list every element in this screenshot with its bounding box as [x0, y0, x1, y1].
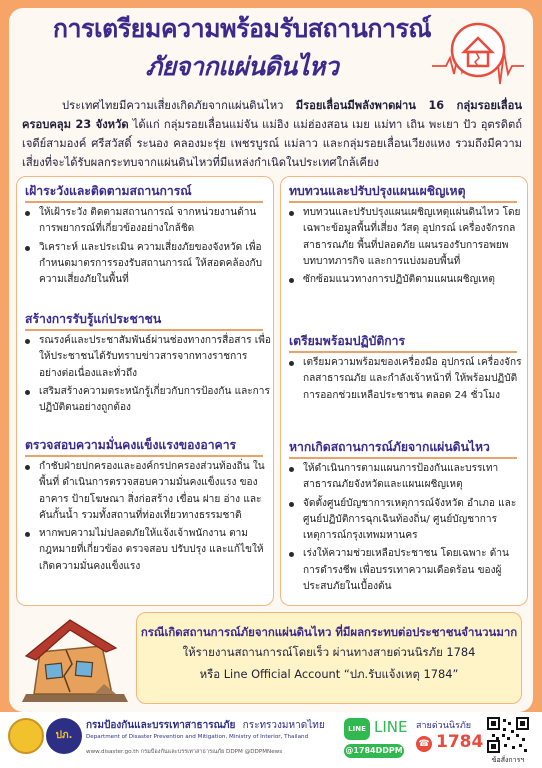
title-line-2: ภัยจากแผ่นดินไหว — [145, 52, 339, 81]
list-item: เสริมสร้างความตระหนักรู้เกี่ยวกับการป้องกัน และการปฏิบัติตนอย่างถูกต้อง — [21, 384, 271, 417]
notice-heading: กรณีเกิดสถานการณ์ภัยจากแผ่นดินไหว ที่มีผลกระทบต่อประชาชนจำนวนมาก — [140, 625, 518, 639]
hotline-label: สายด่วนนิรภัย — [416, 721, 472, 731]
qr-label: ข้อสั่งการฯ — [491, 756, 525, 764]
section-watch-heading: เฝ้าระวังและติดตามสถานการณ์ — [25, 184, 192, 198]
poster-title — [52, 10, 432, 92]
list-item: จัดตั้งศูนย์บัญชาการเหตุการณ์จังหวัด อำเภอ และศูนย์ปฏิบัติการฉุกเฉินท้องถิ่น/ ศูนย์บัญชาการเหตุการณ์กรุงเทพมหานคร — [285, 496, 525, 545]
section-response-heading: หากเกิดสถานการณ์ภัยจากแผ่นดินไหว — [289, 440, 490, 454]
list-item: เร่งให้ความช่วยเหลือประชาชน โดยเฉพาะ ด้านการดำรงชีพ เพื่อบรรเทาความเดือดร้อน ของผู้ประสบภัยในเบื้องต้น — [285, 546, 525, 595]
intro-text-1: ประเทศไทยมีความเสี่ยงเกิดภัยจากแผ่นดินไหว — [62, 99, 296, 112]
list-item: รณรงค์และประชาสัมพันธ์ผ่านช่องทางการสื่อสาร เพื่อให้ประชาชนได้รับทราบข่าวสารจากทางราชการ อย่างต่อเนื่องและทั่วถึง — [21, 333, 271, 382]
divider — [25, 455, 263, 457]
divider — [289, 457, 517, 459]
list-item: ซักซ้อมแนวทางการปฏิบัติตามแผนเผชิญเหตุ — [285, 272, 525, 288]
list-item: เตรียมความพร้อมของเครื่องมือ อุปกรณ์ เครื่องจักรกลสาธารณภัย และกำลังเจ้าหน้าที่ ให้พร้อมปฏิบัติการออกช่วยเหลือประชาชน ตลอด 24 ชั่วโมง — [285, 355, 525, 404]
notice-line-2: หรือ Line Official Account “ปภ.รับแจ้งเหตุ 1784” — [199, 667, 459, 681]
title-line-1: การเตรียมความพร้อมรับสถานการณ์ — [52, 14, 432, 43]
hotline-number[interactable]: 1784 — [436, 732, 484, 752]
divider — [25, 329, 263, 331]
section-review-heading: ทบทวนและปรับปรุงแผนเผชิญเหตุ — [289, 184, 466, 198]
intro-paragraph — [22, 96, 522, 172]
divider — [289, 351, 517, 353]
left-panel — [16, 176, 274, 606]
phone-icon: ☎ — [416, 736, 432, 752]
line-label: LINE — [374, 718, 408, 736]
footer — [0, 712, 542, 768]
line-id-badge[interactable]: @1784DDPM — [344, 744, 404, 758]
line-app-icon[interactable]: LINE — [344, 718, 370, 740]
section-response-list — [285, 461, 525, 597]
collapsed-house-illustration — [16, 606, 134, 706]
divider — [289, 201, 517, 203]
qr-code-icon[interactable] — [486, 716, 530, 754]
ddpm-logo: ปภ. — [46, 718, 82, 754]
section-awareness-list — [21, 333, 271, 418]
list-item: ให้เฝ้าระวัง ติดตามสถานการณ์ จากหน่วยงานด้านการพยากรณ์ที่เกี่ยวข้องอย่างใกล้ชิด — [21, 205, 271, 238]
report-notice — [136, 612, 522, 704]
list-item: หากพบความไม่ปลอดภัยให้แจ้งเจ้าพนักงาน ตามกฎหมายที่เกี่ยวข้อง ตรวจสอบ ปรับปรุง และแก้ไขให้เกิดความมั่นคงแข็งแรง — [21, 526, 271, 575]
section-buildings-heading: ตรวจสอบความมั่นคงแข็งแรงของอาคาร — [25, 438, 237, 452]
intro-text-2: ได้แก่ กลุ่มรอยเลื่อนแม่จัน แม่อิง แม่ฮ่องสอน เมย แม่ทา เถิน พะเยา ปัว อุตรดิตถ์ เจดีย์สามองค์ ศรีสวัสดิ์ ระนอง คลองมะรุ่ย เพชรบูรณ์ แม่ลาว และกลุ่มรอยเลื่อนเวียงแหง รวมถึงมีความเสี่ยงที่จะได้รับผลกระทบจากแผ่นดินไหวที่มีแหล่งกำเนิดในประเทศใกล้เคียง — [22, 118, 522, 169]
org-name-th — [86, 718, 325, 733]
ministry-name: กระทรวงมหาดไทย — [242, 720, 325, 731]
section-awareness-heading: สร้างการรับรู้แก่ประชาชน — [25, 312, 162, 326]
org-name-en: Department of Disaster Prevention and Mitigation, Ministry of Interior, Thailand — [86, 734, 309, 740]
list-item: วิเคราะห์ และประเมิน ความเสี่ยงภัยของจังหวัด เพื่อกำหนดมาตรการรองรับสถานการณ์ ให้สอดคล้องกับความเสี่ยงภัยในพื้นที่ — [21, 240, 271, 289]
org-name: กรมป้องกันและบรรเทาสาธารณภัย — [86, 720, 236, 731]
section-review-list — [285, 205, 525, 290]
intro-bold: มีรอยเลื่อนมีพลังพาดผ่าน 16 กลุ่มรอยเลื่อน ครอบคลุม 23 จังหวัด — [22, 99, 522, 131]
section-ready-heading: เตรียมพร้อมปฏิบัติการ — [289, 334, 406, 348]
right-panel — [280, 176, 528, 606]
list-item: ให้ดำเนินการตามแผนการป้องกันและบรรเทา สาธารณภัยจังหวัดและแผนเผชิญเหตุ — [285, 461, 525, 494]
earthquake-house-icon — [432, 14, 524, 92]
section-ready-list — [285, 355, 525, 406]
ministry-seal-logo — [8, 718, 44, 754]
list-item: ทบทวนและปรับปรุงแผนเผชิญเหตุแผ่นดินไหว โดยเฉพาะข้อมูลพื้นที่เสี่ยง วัสดุ อุปกรณ์ เครื่องจักรกลสาธารณภัย พื้นที่ปลอดภัย แผนรองรับการอพยพ บทบาทภารกิจ และการแบ่งมอบพื้นที่ — [285, 205, 525, 270]
divider — [25, 201, 263, 203]
footer-links[interactable]: www.disaster.go.th กรมป้องกันและบรรเทาสาธารณภัย DDPM @DDPMNews — [86, 749, 283, 755]
section-watch-list — [21, 205, 271, 290]
section-buildings-list — [21, 459, 271, 577]
notice-line-1: ให้รายงานสถานการณ์โดยเร็ว ผ่านทางสายด่วนนิรภัย 1784 — [182, 645, 476, 659]
list-item: กำชับฝ่ายปกครองและองค์กรปกครองส่วนท้องถิ่น ในพื้นที่ ดำเนินการตรวจสอบความมั่นคงแข็งแรง ของอาคาร ป้ายโฆษณา สิ่งก่อสร้าง เขื่อน ฝาย อ่าง และคันกั้นน้ำ รวมทั้งสถานที่ท่องเที่ยวทางธรรมชาติ — [21, 459, 271, 524]
